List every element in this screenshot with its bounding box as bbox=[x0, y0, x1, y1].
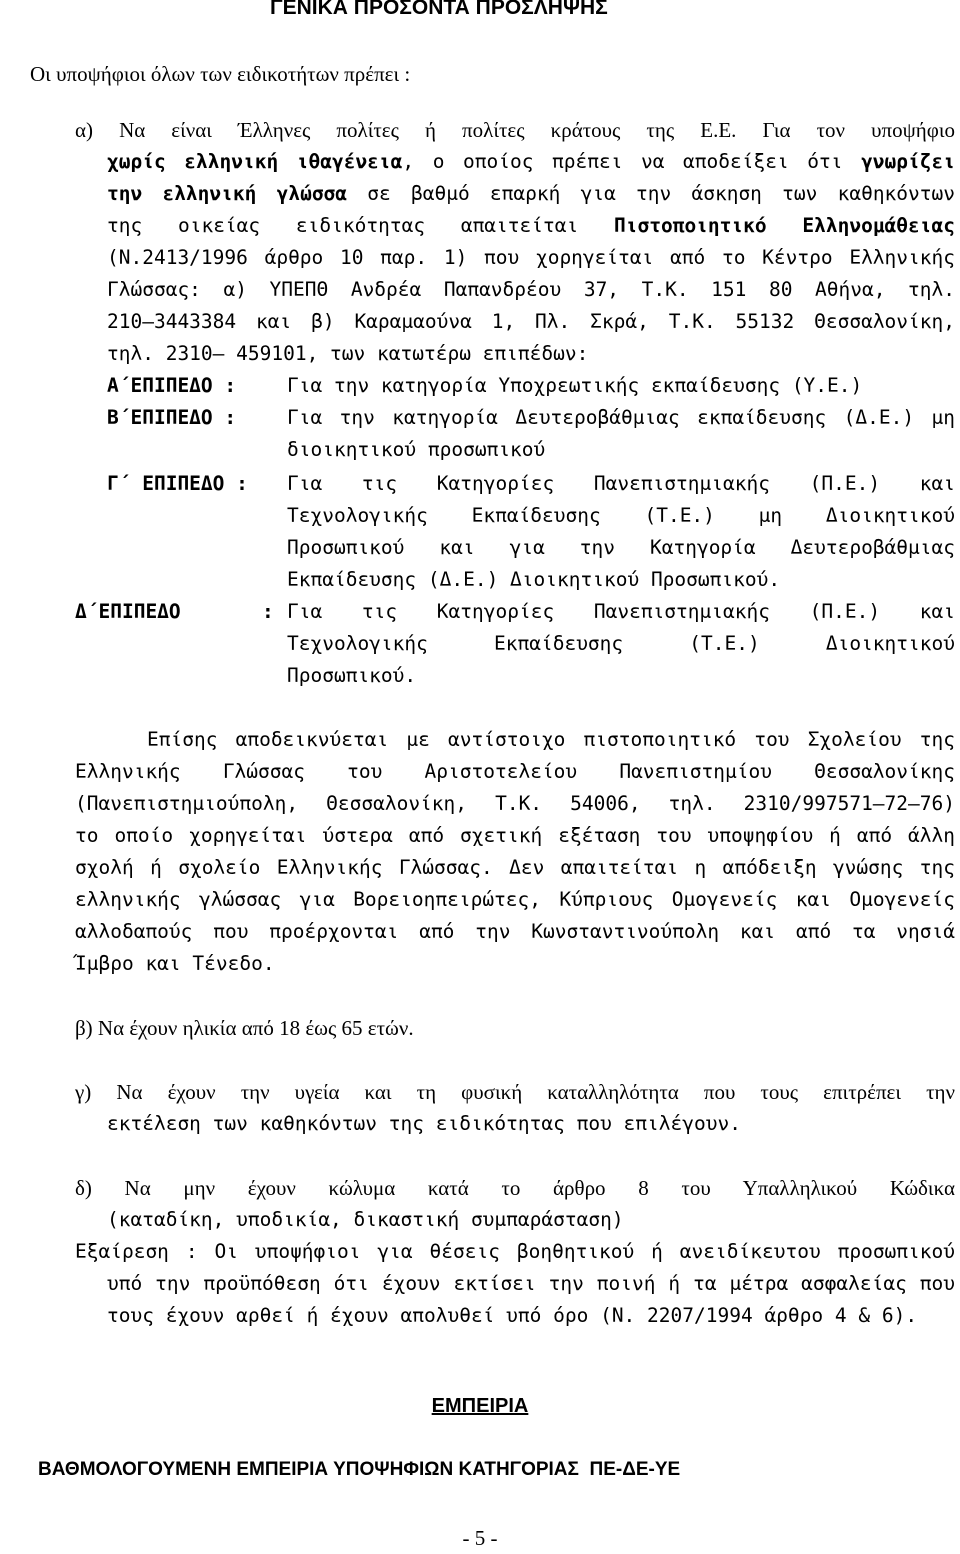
level-a-label: Α΄ΕΠΙΠΕΔΟ : bbox=[107, 374, 237, 397]
exception-line: υπό την προϋπόθεση ότι έχουν εκτίσει την ποινή ή τα μέτρα ασφαλείας που bbox=[107, 1272, 955, 1295]
level-c-line: Τεχνολογικής Εκπαίδευσης (Τ.Ε.) μη Διοικητικού bbox=[287, 504, 955, 527]
graded-experience-heading: ΒΑΘΜΟΛΟΓΟΥΜΕΝΗ ΕΜΠΕΙΡΙΑ ΥΠΟΨΗΦΙΩΝ ΚΑΤΗΓΟΡΙΑΣ ΠΕ-ΔΕ-ΥΕ bbox=[38, 1459, 681, 1480]
level-d-colon: : bbox=[262, 600, 274, 623]
level-d-text bbox=[287, 596, 955, 692]
experience-heading: ΕΜΠΕΙΡΙΑ bbox=[431, 1395, 529, 1417]
exception-line: τους έχουν αρθεί ή έχουν απολυθεί υπό όρο (Ν. 2207/1994 άρθρο 4 & 6). bbox=[107, 1304, 918, 1327]
level-b-text bbox=[287, 402, 955, 466]
item-c-line: γ) Να έχουν την υγεία και τη φυσική καταλληλότητα που τους επιτρέπει την bbox=[75, 1080, 955, 1104]
also-line: Ελληνικής Γλώσσας του Αριστοτελείου Πανεπιστημίου Θεσσαλονίκης bbox=[75, 760, 955, 783]
item-d-line: (καταδίκη, υποδικία, δικαστική συμπαράσταση) bbox=[107, 1208, 624, 1231]
item-a-line4 bbox=[107, 210, 955, 242]
item-a-certificate: Πιστοποιητικό Ελληνομάθειας bbox=[614, 214, 956, 237]
also-line: (Πανεπιστημιούπολη, Θεσσαλονίκη, Τ.Κ. 54006, τηλ. 2310/997571–72–76) bbox=[75, 792, 955, 815]
also-line: το οποίο χορηγείται ύστερα από σχετική εξέταση του υποψηφίου ή από άλλη bbox=[75, 824, 955, 847]
item-a-bold-knows: γνωρίζει bbox=[861, 150, 955, 173]
item-a-line3-text: σε βαθμό επαρκή για την άσκηση των καθηκόντων bbox=[347, 182, 955, 205]
page-number: - 5 - bbox=[462, 1526, 498, 1550]
intro-text: Οι υποψήφιοι όλων των ειδικοτήτων πρέπει : bbox=[30, 62, 411, 86]
level-c-line: Εκπαίδευσης (Δ.Ε.) Διοικητικού Προσωπικού. bbox=[287, 568, 781, 591]
item-b-text: β) Να έχουν ηλικία από 18 έως 65 ετών. bbox=[75, 1016, 414, 1040]
also-line: Ίμβρο και Τένεδο. bbox=[75, 952, 275, 975]
item-a-line7: 210–3443384 και β) Καραμαούνα 1, Πλ. Σκρά, Τ.Κ. 55132 Θεσσαλονίκη, bbox=[107, 310, 955, 333]
item-a-line6: Γλώσσας: α) ΥΠΕΠΘ Ανδρέα Παπανδρέου 37, Τ.Κ. 151 80 Αθήνα, τηλ. bbox=[107, 278, 955, 301]
item-d-line: δ) Να μην έχουν κώλυμα κατά το άρθρο 8 του Υπαλληλικού Κώδικα bbox=[75, 1176, 955, 1200]
level-d-line: Προσωπικού. bbox=[287, 664, 417, 687]
item-a-line3 bbox=[107, 178, 955, 210]
level-c-line: Για τις Κατηγορίες Πανεπιστημιακής (Π.Ε.) και bbox=[287, 472, 955, 495]
level-d-label: Δ΄ΕΠΙΠΕΔΟ bbox=[75, 600, 181, 623]
also-line: σχολή ή σχολείο Ελληνικής Γλώσσας. Δεν απαιτείται η απόδειξη γνώσης της bbox=[75, 856, 955, 879]
exception-line: Εξαίρεση : Οι υποψήφιοι για θέσεις βοηθητικού ή ανειδίκευτου προσωπικού bbox=[75, 1240, 955, 1263]
also-line: ελληνικής γλώσσας για Βορειοηπειρώτες, Κύπριους Ομογενείς και Ομογενείς bbox=[75, 888, 955, 911]
level-d-line: Για τις Κατηγορίες Πανεπιστημιακής (Π.Ε.) και bbox=[287, 600, 955, 623]
level-b-label: Β΄ΕΠΙΠΕΔΟ : bbox=[107, 406, 237, 429]
level-c-text bbox=[287, 468, 955, 596]
also-line: αλλοδαπούς που προέρχονται από την Κωνσταντινούπολη και από τα νησιά bbox=[75, 920, 955, 943]
item-c-line: εκτέλεση των καθηκόντων της ειδικότητας που επιλέγουν. bbox=[107, 1112, 741, 1135]
item-a-bold-language: την ελληνική γλώσσα bbox=[107, 182, 348, 205]
level-c-label: Γ΄ ΕΠΙΠΕΔΟ : bbox=[107, 472, 248, 495]
item-a-line2-text: , ο οποίος πρέπει να αποδείξει ότι bbox=[402, 150, 843, 173]
also-line: Επίσης αποδεικνύεται με αντίστοιχο πιστοποιητικό του Σχολείου της bbox=[147, 728, 955, 751]
item-a-line5: (Ν.2413/1996 άρθρο 10 παρ. 1) που χορηγείται από το Κέντρο Ελληνικής bbox=[107, 246, 955, 269]
level-a-text bbox=[287, 370, 955, 402]
level-b-line: διοικητικού προσωπικού bbox=[287, 438, 546, 461]
page-heading: ΓΕΝΙΚΑ ΠΡΟΣΟΝΤΑ ΠΡΟΣΛΗΨΗΣ bbox=[270, 0, 608, 19]
item-a-bold-nationality: χωρίς ελληνική ιθαγένεια bbox=[107, 150, 403, 173]
level-b-line: Για την κατηγορία Δευτεροβάθμιας εκπαίδευσης (Δ.Ε.) μη bbox=[287, 406, 955, 429]
item-a-line2 bbox=[107, 146, 955, 178]
level-d-line: Τεχνολογικής Εκπαίδευσης (Τ.Ε.) Διοικητικού bbox=[287, 632, 955, 655]
level-c-line: Προσωπικού και για την Κατηγορία Δευτεροβάθμιας bbox=[287, 536, 955, 559]
level-a-line: Για την κατηγορία Υποχρεωτικής εκπαίδευσης (Υ.Ε.) bbox=[287, 374, 863, 397]
item-a-line4-text: της οικείας ειδικότητας απαιτείται bbox=[107, 214, 614, 237]
item-a-line1: α) Να είναι Έλληνες πολίτες ή πολίτες κράτους της Ε.Ε. Για τον υποψήφιο bbox=[75, 118, 955, 142]
item-a-line8: τηλ. 2310– 459101, των κατωτέρω επιπέδων: bbox=[107, 342, 589, 365]
